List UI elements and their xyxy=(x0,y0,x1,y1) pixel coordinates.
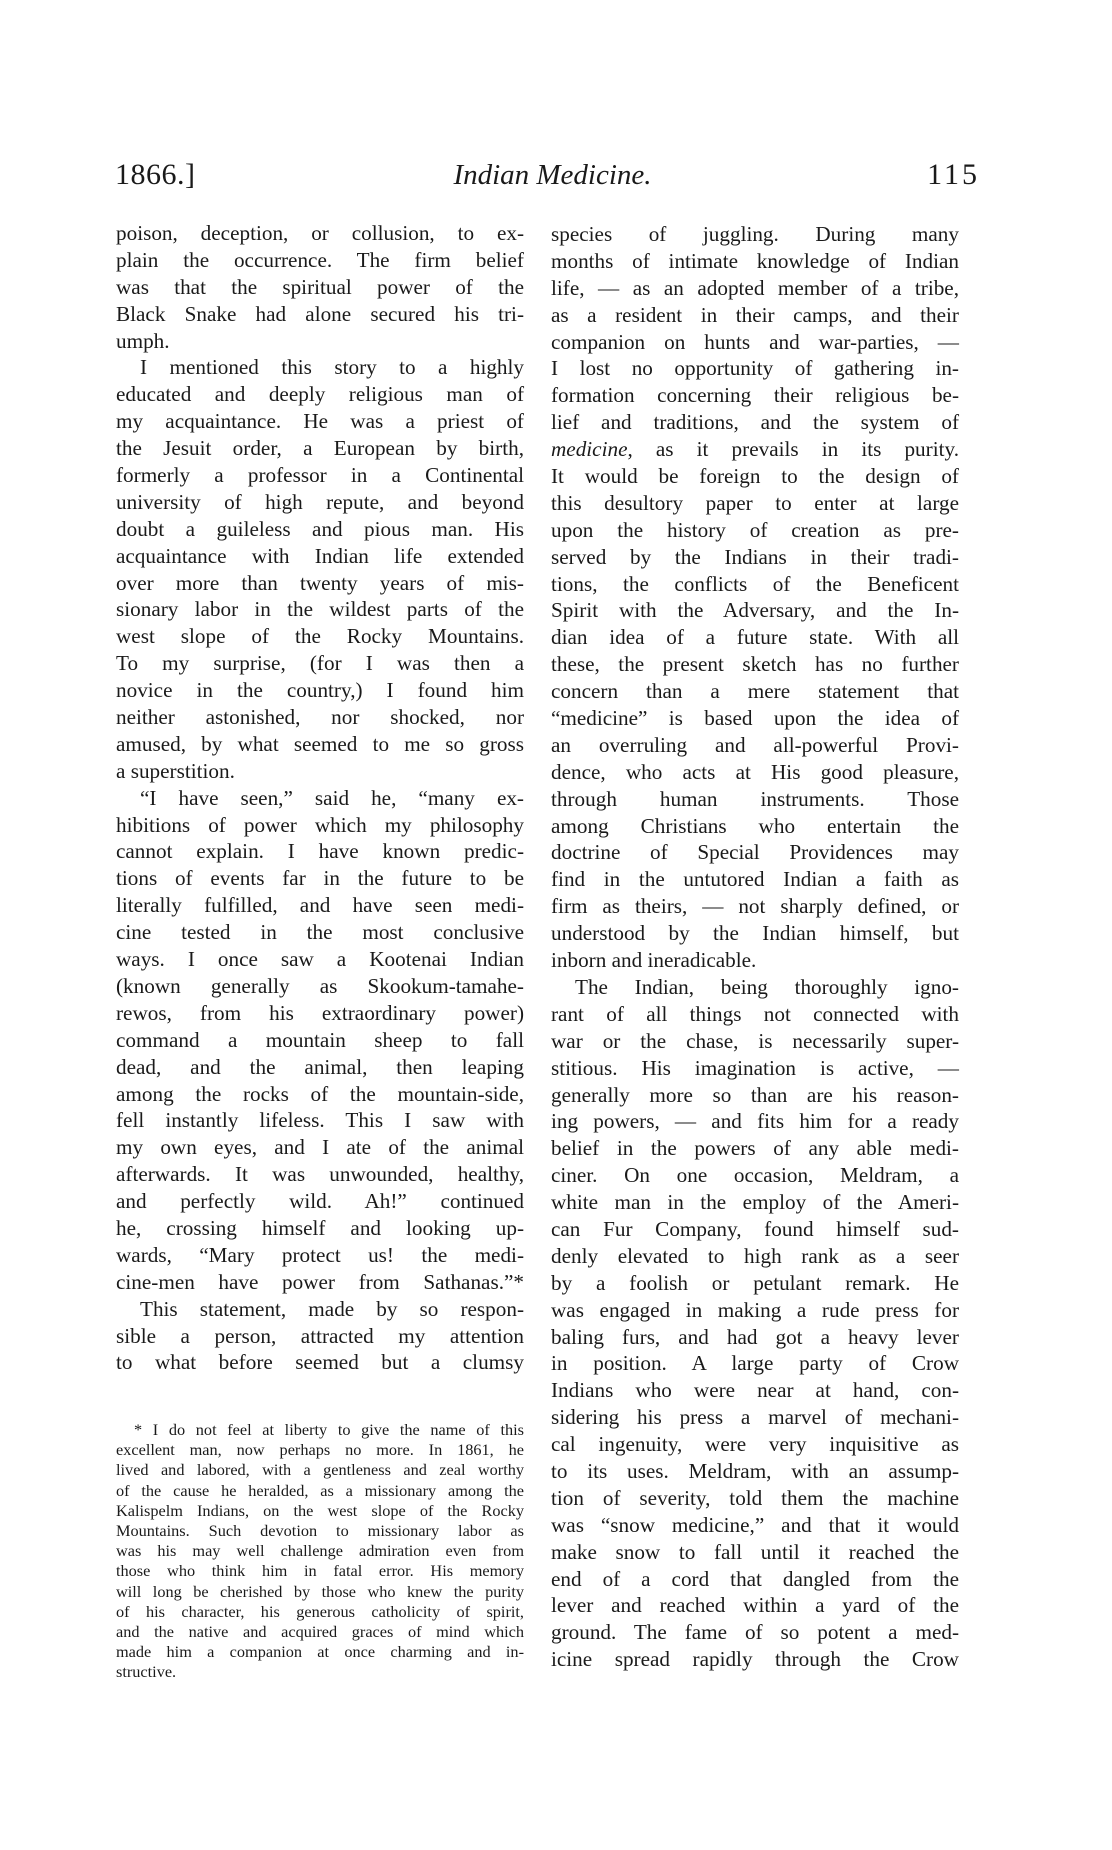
text-line: novice in the country,) I found him xyxy=(116,678,524,703)
text-line: wards, “Mary protect us! the medi- xyxy=(116,1242,524,1267)
text-line: firm as theirs, — not sharply defined, or xyxy=(551,894,959,919)
text-line: hibitions of power which my philosophy xyxy=(116,812,524,837)
text-line: dead, and the animal, then leaping xyxy=(116,1054,524,1079)
text-line: to its uses. Meldram, with an assump- xyxy=(551,1458,959,1483)
text-line: months of intimate knowledge of Indian xyxy=(551,248,959,273)
text-line: understood by the Indian himself, but xyxy=(551,921,959,946)
text-line: those who think him in fatal error. His memory xyxy=(116,1561,524,1581)
text-line: medicine, as it prevails in its purity. xyxy=(551,437,959,462)
text-line: and perfectly wild. Ah!” continued xyxy=(116,1189,524,1214)
text-line: “I have seen,” said he, “many ex- xyxy=(140,785,524,810)
text-line: structive. xyxy=(116,1662,177,1682)
text-line: icine spread rapidly through the Crow xyxy=(551,1647,959,1672)
text-line: Black Snake had alone secured his tri- xyxy=(116,301,524,326)
text-line: war or the chase, is necessarily super- xyxy=(551,1028,959,1053)
text-line: ground. The fame of so potent a med- xyxy=(551,1620,959,1645)
text-line: neither astonished, nor shocked, nor xyxy=(116,705,524,730)
text-line: lived and labored, with a gentleness and zeal worthy xyxy=(116,1460,524,1480)
text-line: To my surprise, (for I was then a xyxy=(116,651,524,676)
text-line: formerly a professor in a Continental xyxy=(116,463,524,488)
text-line: this desultory paper to enter at large xyxy=(551,490,959,515)
text-line: tions, the conflicts of the Beneficent xyxy=(551,571,959,596)
text-line: educated and deeply religious man of xyxy=(116,382,524,407)
text-line: over more than twenty years of mis- xyxy=(116,570,524,595)
text-line: It would be foreign to the design of xyxy=(551,464,959,489)
text-line: an overruling and all-powerful Provi- xyxy=(551,732,959,757)
text-line: to what before seemed but a clumsy xyxy=(116,1350,524,1375)
text-line: formation concerning their religious be- xyxy=(551,383,959,408)
text-line: afterwards. It was unwounded, healthy, xyxy=(116,1162,524,1187)
running-head xyxy=(115,150,980,200)
text-line: Indians who were near at hand, con- xyxy=(551,1378,959,1403)
text-line: I lost no opportunity of gathering in- xyxy=(551,356,959,381)
text-line: The Indian, being thoroughly igno- xyxy=(575,974,959,999)
text-line: cine-men have power from Sathanas.”* xyxy=(116,1269,524,1294)
text-line: ways. I once saw a Kootenai Indian xyxy=(116,947,524,972)
text-line: inborn and ineradicable. xyxy=(551,948,757,973)
text-line: dian idea of a future state. With all xyxy=(551,625,959,650)
text-line: stitious. His imagination is active, — xyxy=(551,1055,959,1080)
text-line: tions of events far in the future to be xyxy=(116,866,524,891)
text-line: companion on hunts and war-parties, — xyxy=(551,329,959,354)
text-line: Mountains. Such devotion to missionary labor as xyxy=(116,1520,524,1540)
text-line: lief and traditions, and the system of xyxy=(551,410,959,435)
text-line: tion of severity, told them the machine xyxy=(551,1485,959,1510)
text-line: literally fulfilled, and have seen medi- xyxy=(116,893,524,918)
text-line: of his character, his generous catholicity of spirit, xyxy=(116,1601,524,1621)
text-line: upon the history of creation as pre- xyxy=(551,517,959,542)
text-line: rewos, from his extraordinary power) xyxy=(116,1000,524,1025)
text-line: sionary labor in the wildest parts of the xyxy=(116,597,524,622)
right-column xyxy=(551,221,959,1673)
text-line: fell instantly lifeless. This I saw with xyxy=(116,1108,524,1133)
text-line: acquaintance with Indian life extended xyxy=(116,543,524,568)
text-line: among the rocks of the mountain-side, xyxy=(116,1081,524,1106)
left-column xyxy=(116,220,524,1376)
text-line: these, the present sketch has no further xyxy=(551,652,959,677)
footnote xyxy=(116,1420,524,1682)
text-line: and the native and acquired graces of mind which xyxy=(116,1621,524,1641)
text-line: cal ingenuity, were very inquisitive as xyxy=(551,1432,959,1457)
running-head-year: 1866.] xyxy=(115,158,196,191)
page-number: 115 xyxy=(927,158,980,191)
text-line: cine tested in the most conclusive xyxy=(116,920,524,945)
text-line: baling furs, and had got a heavy lever xyxy=(551,1324,959,1349)
text-line: my acquaintance. He was a priest of xyxy=(116,409,524,434)
text-line: sidering his press a marvel of mechani- xyxy=(551,1405,959,1430)
text-line: concern than a mere statement that xyxy=(551,679,959,704)
text-line: species of juggling. During many xyxy=(551,222,959,246)
text-line: white man in the employ of the Ameri- xyxy=(551,1190,959,1215)
text-line: I mentioned this story to a highly xyxy=(140,355,524,380)
text-line: was his may well challenge admiration even from xyxy=(116,1541,524,1561)
text-line: through human instruments. Those xyxy=(551,786,959,811)
text-line: (known generally as Skookum-tamahe- xyxy=(116,973,524,998)
text-line: west slope of the Rocky Mountains. xyxy=(116,624,524,649)
text-line: belief in the powers of any able medi- xyxy=(551,1136,959,1161)
text-line: lever and reached within a yard of the xyxy=(551,1593,959,1618)
text-line: my own eyes, and I ate of the animal xyxy=(116,1135,524,1160)
text-line: was “snow medicine,” and that it would xyxy=(551,1512,959,1537)
text-line: end of a cord that dangled from the xyxy=(551,1566,959,1591)
text-line: make snow to fall until it reached the xyxy=(551,1539,959,1564)
text-line: This statement, made by so respon- xyxy=(140,1296,524,1321)
text-line: as a resident in their camps, and their xyxy=(551,302,959,327)
text-line: * I do not feel at liberty to give the name of this xyxy=(134,1420,524,1439)
text-line: poison, deception, or collusion, to ex- xyxy=(116,221,524,245)
text-line: Kalispelm Indians, on the west slope of the Rocky xyxy=(116,1500,524,1520)
text-line: served by the Indians in their tradi- xyxy=(551,544,959,569)
text-line: he, crossing himself and looking up- xyxy=(116,1215,524,1240)
text-line: rant of all things not connected with xyxy=(551,1001,959,1026)
text-line: cannot explain. I have known predic- xyxy=(116,839,524,864)
running-head-title: Indian Medicine. xyxy=(453,159,652,191)
text-line: was that the spiritual power of the xyxy=(116,274,524,299)
text-line: amused, by what seemed to me so gross xyxy=(116,731,524,756)
text-line: sible a person, attracted my attention xyxy=(116,1323,524,1348)
text-line: made him a companion at once charming and in- xyxy=(116,1642,524,1662)
text-line: command a mountain sheep to fall xyxy=(116,1027,524,1052)
text-line: plain the occurrence. The firm belief xyxy=(116,247,524,272)
text-line: can Fur Company, found himself sud- xyxy=(551,1216,959,1241)
text-line: denly elevated to high rank as a seer xyxy=(551,1243,959,1268)
text-line: ing powers, — and fits him for a ready xyxy=(551,1109,959,1134)
text-line: university of high repute, and beyond xyxy=(116,489,524,514)
text-line: doctrine of Special Providences may xyxy=(551,840,959,865)
text-line: “medicine” is based upon the idea of xyxy=(551,706,959,731)
text-line: was engaged in making a rude press for xyxy=(551,1297,959,1322)
text-line: umph. xyxy=(116,328,170,353)
text-line: in position. A large party of Crow xyxy=(551,1351,959,1376)
text-line: of the cause he heralded, as a missionary among the xyxy=(116,1480,524,1500)
text-line: life, — as an adopted member of a tribe, xyxy=(551,275,959,300)
text-line: a superstition. xyxy=(116,758,235,783)
text-line: ciner. On one occasion, Meldram, a xyxy=(551,1163,959,1188)
text-line: by a foolish or petulant remark. He xyxy=(551,1270,959,1295)
text-line: among Christians who entertain the xyxy=(551,813,959,838)
text-line: will long be cherished by those who knew the purity xyxy=(116,1581,524,1601)
text-line: doubt a guileless and pious man. His xyxy=(116,516,524,541)
text-line: generally more so than are his reason- xyxy=(551,1082,959,1107)
text-line: dence, who acts at His good pleasure, xyxy=(551,759,959,784)
text-line: excellent man, now perhaps no more. In 1861, he xyxy=(116,1440,524,1460)
text-line: find in the untutored Indian a faith as xyxy=(551,867,959,892)
text-line: the Jesuit order, a European by birth, xyxy=(116,436,524,461)
text-line: Spirit with the Adversary, and the In- xyxy=(551,598,959,623)
